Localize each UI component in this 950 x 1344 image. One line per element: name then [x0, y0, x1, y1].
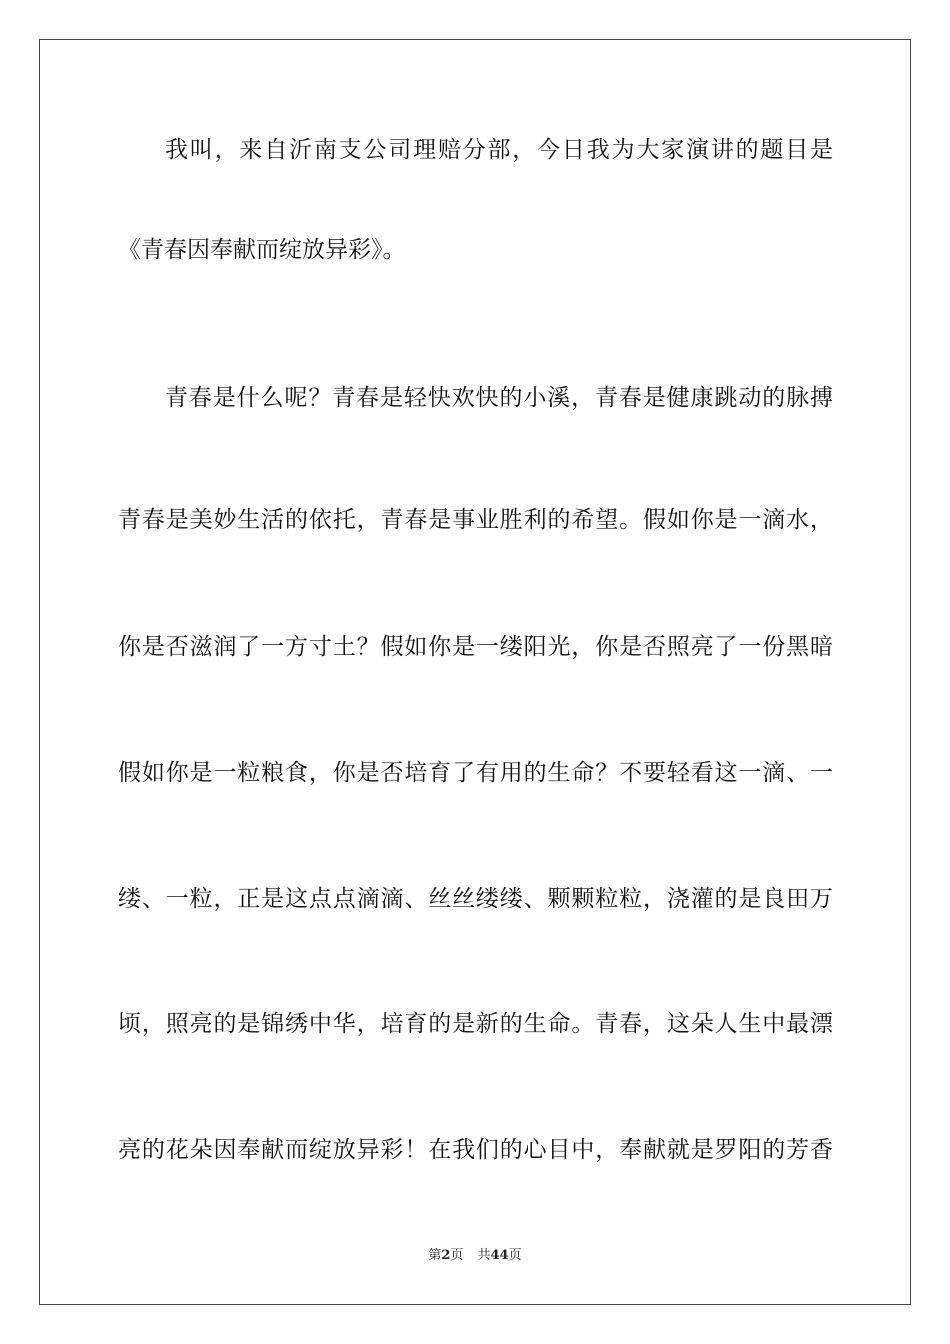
footer-total-pages: 44: [490, 1248, 509, 1263]
text-line-1: 我叫，来自沂南支公司理赔分部，今日我为大家演讲的题目是: [165, 137, 833, 163]
footer-page-suffix: 页: [450, 1248, 464, 1263]
footer-total-prefix: 共: [477, 1248, 491, 1263]
text-line-6: 假如你是一粒粮食，你是否培育了有用的生命？不要轻看这一滴、一: [118, 760, 833, 786]
text-line-9: 亮的花朵因奉献而绽放异彩！在我们的心目中，奉献就是罗阳的芳香: [118, 1137, 833, 1163]
footer-page-prefix: 第: [428, 1248, 442, 1263]
footer-total-suffix: 页: [508, 1248, 522, 1263]
text-line-5: 你是否滋润了一方寸土？假如你是一缕阳光，你是否照亮了一份黑暗: [118, 634, 833, 660]
text-line-4: 青春是美妙生活的依托，青春是事业胜利的希望。假如你是一滴水，: [118, 507, 833, 533]
text-line-7: 缕、一粒，正是这点点滴滴、丝丝缕缕、颗颗粒粒，浇灌的是良田万: [118, 886, 833, 912]
footer-page-number: 2: [441, 1248, 451, 1263]
text-line-3: 青春是什么呢？青春是轻快欢快的小溪，青春是健康跳动的脉搏: [165, 385, 833, 411]
text-line-8: 顷，照亮的是锦绣中华，培育的是新的生命。青春，这朵人生中最漂: [118, 1011, 833, 1037]
page-border: [39, 39, 911, 1305]
text-line-2: 《青春因奉献而绽放异彩》。: [118, 237, 406, 263]
page-footer: [0, 1246, 950, 1266]
